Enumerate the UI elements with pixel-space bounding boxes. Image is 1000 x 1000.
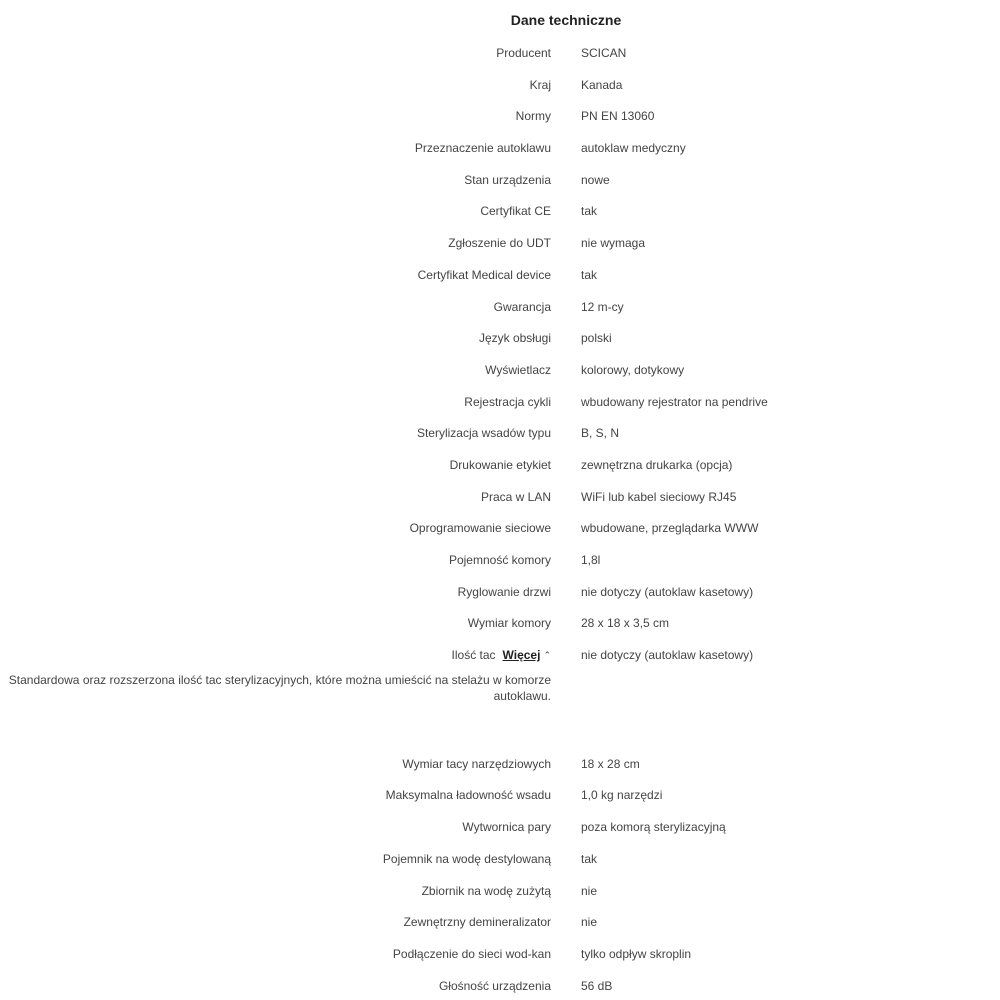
spec-row	[0, 482, 1000, 514]
spec-row	[0, 513, 1000, 545]
spec-value: tak	[581, 267, 598, 282]
spec-row	[0, 323, 1000, 355]
spec-row	[0, 101, 1000, 133]
spec-label: Certyfikat CE	[480, 204, 551, 219]
spec-value: 1,8l	[581, 553, 601, 567]
spec-value: nie dotyczy (autoklaw kasetowy)	[581, 584, 754, 599]
spec-label: Kraj	[529, 77, 551, 92]
spec-value: tak	[581, 851, 598, 866]
spec-row	[0, 577, 1000, 609]
spec-value: 12 m-cy	[581, 299, 624, 314]
spec-label: Język obsługi	[478, 331, 551, 346]
spec-row	[0, 70, 1000, 102]
spec-row	[0, 812, 1000, 844]
spec-label: Producent	[496, 46, 551, 60]
spec-value: nie dotyczy (autoklaw kasetowy)	[581, 648, 754, 663]
spec-label: Wyświetlacz	[485, 362, 551, 377]
spec-row	[0, 939, 1000, 971]
spec-label: Maksymalna ładowność wsadu	[385, 788, 551, 803]
spec-label: Rejestracja cykli	[464, 394, 551, 409]
spec-row-expandable	[0, 640, 1000, 672]
spec-description: Standardowa oraz rozszerzona ilość tac sterylizacyjnych, które można umieścić na stelażu w komorze autoklawu.	[8, 672, 551, 703]
spec-value: 56 dB	[581, 978, 613, 993]
spec-row	[0, 780, 1000, 812]
spec-value: poza komorą sterylizacyjną	[581, 820, 726, 835]
spec-value: nie wymaga	[581, 236, 646, 251]
spec-row	[0, 971, 1000, 1000]
spec-label: Pojemnik na wodę destylowaną	[382, 851, 551, 866]
specs-rows-bottom	[0, 749, 1000, 1000]
spec-row	[0, 608, 1000, 640]
spec-row	[0, 292, 1000, 324]
spec-label: Gwarancja	[493, 299, 551, 314]
spec-row	[0, 844, 1000, 876]
spec-value: SCICAN	[581, 46, 627, 60]
spec-value: autoklaw medyczny	[581, 141, 686, 156]
spec-label: Zgłoszenie do UDT	[448, 236, 551, 251]
spec-label: Pojemność komory	[448, 553, 551, 567]
spec-label: Stan urządzenia	[464, 172, 551, 187]
spec-label: Certyfikat Medical device	[417, 267, 551, 282]
spec-label: Praca w LAN	[480, 489, 551, 504]
spec-row	[0, 196, 1000, 228]
spec-label: Drukowanie etykiet	[449, 457, 551, 472]
spec-row	[0, 545, 1000, 577]
spec-label: Ryglowanie drzwi	[457, 584, 551, 599]
spec-value: tylko odpływ skroplin	[581, 946, 692, 961]
specs-rows-top	[0, 38, 1000, 640]
spec-value: wbudowane, przeglądarka WWW	[581, 521, 759, 536]
spec-value: PN EN 13060	[581, 109, 655, 124]
spec-value: 28 x 18 x 3,5 cm	[581, 616, 670, 631]
spec-row	[0, 387, 1000, 419]
spec-label: Podłączenie do sieci wod-kan	[392, 946, 551, 961]
spec-label: Sterylizacja wsadów typu	[416, 426, 551, 441]
spec-label: Wymiar tacy narzędziowych	[402, 756, 551, 771]
spec-label: Zewnętrzny demineralizator	[403, 915, 551, 930]
spec-label: Przeznaczenie autoklawu	[414, 141, 551, 156]
spec-value: kolorowy, dotykowy	[581, 362, 685, 377]
spec-value: nie	[581, 883, 598, 898]
spec-value: B, S, N	[581, 426, 620, 441]
spec-row	[0, 876, 1000, 908]
spec-row	[0, 260, 1000, 292]
spec-value: wbudowany rejestrator na pendrive	[581, 394, 768, 409]
spec-value: nie	[581, 915, 598, 930]
spec-value: nowe	[581, 172, 610, 187]
spec-value: zewnętrzna drukarka (opcja)	[581, 457, 733, 472]
spec-value: polski	[581, 331, 612, 346]
spec-value: Kanada	[581, 77, 623, 92]
spec-row	[0, 38, 1000, 70]
more-link[interactable]: Więcej	[502, 648, 541, 663]
spec-row	[0, 228, 1000, 260]
spec-label: Wytwornica pary	[462, 820, 551, 835]
specs-table	[0, 38, 1000, 1000]
spec-row	[0, 749, 1000, 781]
spec-row	[0, 133, 1000, 165]
spec-row	[0, 418, 1000, 450]
spec-value: 1,0 kg narzędzi	[581, 788, 663, 803]
section-title: Dane techniczne	[510, 12, 622, 28]
spec-row	[0, 165, 1000, 197]
spec-label: Oprogramowanie sieciowe	[409, 521, 551, 536]
spec-label: Normy	[515, 109, 551, 124]
spec-value: WiFi lub kabel sieciowy RJ45	[581, 489, 737, 504]
spec-row	[0, 907, 1000, 939]
spec-row	[0, 355, 1000, 387]
spec-label: Głośność urządzenia	[438, 978, 551, 993]
spec-label: Wymiar komory	[467, 616, 551, 631]
chevron-up-icon[interactable]: ⌃	[543, 650, 551, 661]
spec-label: Zbiornik na wodę zużytą	[421, 883, 551, 898]
spec-value: tak	[581, 204, 598, 219]
spec-label: Ilość tac	[451, 648, 496, 663]
spec-row	[0, 450, 1000, 482]
spec-value: 18 x 28 cm	[581, 756, 640, 771]
